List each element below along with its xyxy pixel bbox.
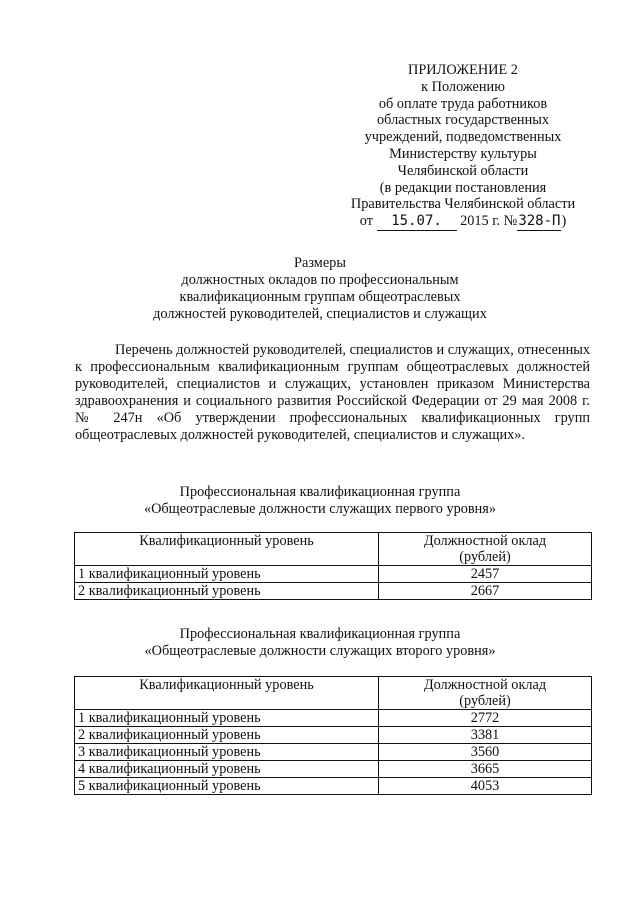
group1-caption-line2: «Общеотраслевые должности служащих первого уровня»: [143, 501, 497, 517]
salary-cell: 4053: [379, 778, 592, 795]
level-cell: 2 квалификационный уровень: [75, 583, 379, 600]
group1-caption: [100, 484, 540, 518]
header-level: Квалификационный уровень: [75, 677, 379, 710]
table-header-row: [75, 533, 592, 566]
salary-cell: 3560: [379, 744, 592, 761]
title-line: должностных окладов по профессиональным: [181, 272, 459, 288]
title-line: квалификационным группам общеотраслевых: [179, 289, 461, 305]
title-line: Размеры: [294, 255, 346, 271]
salary-cell: 2772: [379, 710, 592, 727]
header-salary-unit: (рублей): [459, 549, 511, 565]
level-cell: 4 квалификационный уровень: [75, 761, 379, 778]
header-salary: [379, 533, 592, 566]
table-header-row: [75, 677, 592, 710]
group2-caption: [100, 626, 540, 660]
group1-caption-line1: Профессиональная квалификационная группа: [179, 484, 461, 500]
salary-cell: 2457: [379, 566, 592, 583]
date-suffix: 2015 г. №: [460, 213, 518, 230]
salary-cell: 3665: [379, 761, 592, 778]
level-cell: 3 квалификационный уровень: [75, 744, 379, 761]
appendix-line: об оплате труда работников: [378, 95, 548, 112]
header-salary: [379, 677, 592, 710]
header-salary-label: Должностной оклад: [423, 677, 547, 693]
group2-caption-line2: «Общеотраслевые должности служащих второго уровня»: [144, 643, 496, 659]
appendix-line: (в редакции постановления: [379, 179, 547, 196]
level-cell: 1 квалификационный уровень: [75, 710, 379, 727]
handwritten-date: 15.07.: [377, 213, 457, 231]
header-level: Квалификационный уровень: [75, 533, 379, 566]
table-row: [75, 761, 592, 778]
level-cell: 5 квалификационный уровень: [75, 778, 379, 795]
table-row: [75, 583, 592, 600]
intro-paragraph: Перечень должностей руководителей, специалистов и служащих, отнесенных к профессиональным квалификационным группам общеотраслевых должностей руководителей, специалистов и служащих, установлен приказом Министерства здравоохранения и социального развития Российской Федерации от 29 мая 2008 г. № 247н «Об утверждении профессиональных квалификационных групп общеотраслевых должностей руководителей, специалистов и служащих».: [75, 342, 590, 443]
appendix-title: ПРИЛОЖЕНИЕ 2: [408, 62, 518, 78]
appendix-header: [330, 62, 596, 231]
appendix-line: областных государственных: [377, 112, 549, 129]
appendix-date-line: [330, 213, 596, 231]
table-row: [75, 778, 592, 795]
table-row: [75, 744, 592, 761]
group1-table: [74, 532, 592, 600]
handwritten-number: 328-П: [518, 213, 561, 230]
salary-cell: 2667: [379, 583, 592, 600]
table-row: [75, 710, 592, 727]
table-row: [75, 566, 592, 583]
appendix-line: Правительства Челябинской области: [350, 196, 576, 213]
document-title: [100, 255, 540, 323]
group2-caption-line1: Профессиональная квалификационная группа: [179, 626, 461, 642]
appendix-line: к Положению: [421, 78, 505, 95]
appendix-line: Челябинской области: [397, 162, 529, 179]
title-line: должностей руководителей, специалистов и служащих: [153, 306, 487, 322]
table-row: [75, 727, 592, 744]
header-salary-label: Должностной оклад: [423, 533, 547, 549]
header-salary-unit: (рублей): [459, 693, 511, 709]
group2-table: [74, 676, 592, 795]
closing-paren: ): [561, 213, 567, 230]
level-cell: 2 квалификационный уровень: [75, 727, 379, 744]
level-cell: 1 квалификационный уровень: [75, 566, 379, 583]
salary-cell: 3381: [379, 727, 592, 744]
appendix-line: Министерству культуры: [389, 145, 537, 162]
date-prefix: от: [359, 213, 373, 230]
appendix-line: учреждений, подведомственных: [364, 129, 562, 146]
